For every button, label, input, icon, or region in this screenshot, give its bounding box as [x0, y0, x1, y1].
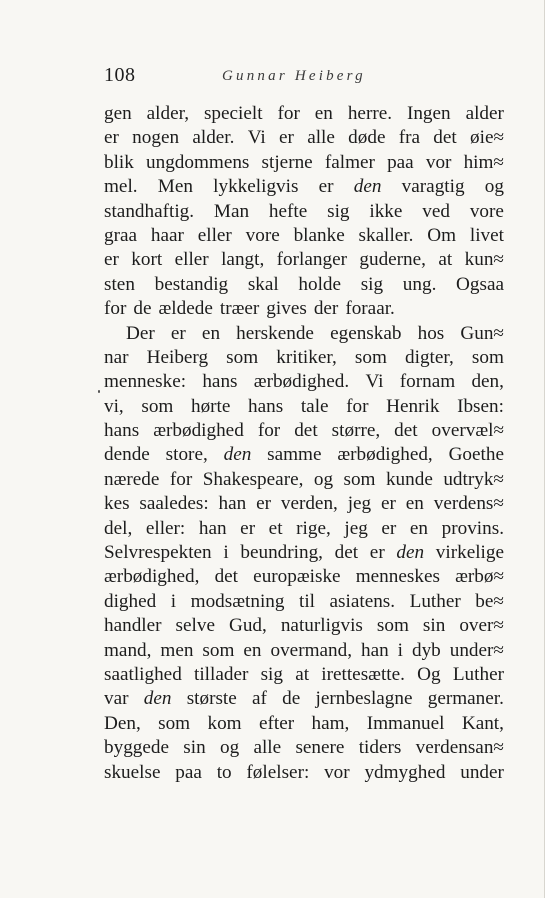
text-word: som	[343, 468, 376, 490]
text-word: som	[376, 615, 409, 637]
text-word: Man	[213, 200, 250, 222]
text-word: Henrik	[386, 395, 440, 417]
text-word: for	[346, 395, 369, 417]
text-word: en	[405, 493, 424, 515]
text-line	[104, 297, 504, 321]
text-word: dighed	[104, 590, 157, 612]
text-word: er	[240, 517, 256, 539]
text-word: paa	[387, 151, 414, 173]
text-word: der	[313, 298, 339, 320]
text-word: europæiske	[253, 566, 341, 588]
text-word: som	[158, 712, 191, 734]
text-word: senere	[295, 737, 345, 759]
text-word: er	[369, 542, 385, 564]
text-word: døde	[348, 127, 386, 149]
text-word: tale	[300, 395, 329, 417]
text-word: virkelige	[435, 542, 504, 564]
text-word: be≈	[475, 590, 504, 612]
text-word: en	[314, 103, 333, 124]
text-word: for	[257, 420, 281, 442]
text-word: vore	[245, 224, 280, 246]
text-word: et	[268, 517, 283, 539]
text-word: alder,	[146, 103, 190, 124]
text-word: ærbødighed	[153, 420, 244, 442]
text-word: stjerne	[261, 151, 313, 173]
text-word: del,	[104, 517, 133, 539]
text-word: det	[394, 420, 418, 442]
text-word: som	[226, 346, 259, 368]
text-word: store,	[165, 444, 208, 466]
text-line	[104, 590, 504, 614]
text-word: vore	[469, 200, 504, 222]
text-word: en	[201, 322, 221, 344]
text-word: saaledes:	[139, 493, 209, 515]
text-word: Immanuel	[366, 712, 445, 734]
text-word: kunde	[385, 468, 433, 490]
text-word: herre.	[347, 103, 393, 124]
text-word: det	[334, 542, 359, 564]
text-word: de	[282, 688, 301, 710]
text-word: under	[460, 761, 504, 783]
text-word: saatlighed	[104, 663, 182, 685]
text-word: vor	[324, 761, 350, 783]
text-line	[104, 541, 504, 565]
text-word: hans	[104, 420, 140, 442]
text-word: vor	[425, 151, 452, 173]
text-line	[104, 761, 504, 785]
text-word: verden,	[280, 493, 338, 515]
text-word: verdens≈	[433, 493, 504, 515]
text-word: til	[299, 590, 315, 612]
text-line	[104, 248, 504, 272]
text-word: kes	[104, 493, 130, 515]
text-word: Goethe	[448, 444, 504, 466]
text-word: Ingen	[406, 103, 451, 124]
text-line	[104, 346, 504, 370]
text-word: standhaftig.	[104, 200, 195, 222]
text-word: træer	[219, 298, 260, 320]
text-word: er	[104, 127, 119, 149]
text-word: udtryk≈	[443, 468, 504, 490]
text-word: ældede	[158, 298, 213, 320]
text-word: som	[354, 346, 387, 368]
text-word: nogen	[132, 127, 180, 149]
running-head: Gunnar Heiberg	[222, 68, 366, 84]
text-word: over≈	[459, 615, 504, 637]
ink-mark	[98, 390, 100, 393]
text-word: men	[160, 639, 194, 661]
text-word: mand,	[104, 639, 152, 661]
text-word: modsætning	[190, 590, 285, 612]
text-word: tillader	[194, 663, 249, 685]
text-word: sig	[327, 200, 350, 222]
text-word: er	[279, 127, 294, 149]
text-word: de	[133, 298, 152, 320]
text-word: er	[170, 322, 186, 344]
text-word: Heiberg	[146, 346, 209, 368]
text-word: gen	[104, 103, 132, 124]
text-word: ung.	[402, 273, 437, 295]
text-word: han	[360, 639, 389, 661]
text-word: alder.	[192, 127, 235, 149]
text-word: Gud,	[228, 615, 267, 637]
text-word: alle	[253, 737, 282, 759]
text-word: Gun≈	[460, 322, 504, 344]
text-word: kort	[131, 249, 163, 271]
text-line	[104, 492, 504, 516]
text-word: varagtig	[401, 176, 465, 198]
text-word: ærbødighed,	[337, 444, 433, 466]
text-word: rige,	[296, 517, 331, 539]
text-word: sin	[422, 615, 446, 637]
text-word: jernbeslagne	[315, 688, 413, 710]
text-word: sig	[260, 663, 283, 685]
text-word: overmand,	[270, 639, 353, 661]
text-word: Kant,	[461, 712, 504, 734]
text-word: him≈	[463, 151, 504, 173]
text-word: at	[438, 249, 453, 271]
text-word: i	[170, 590, 177, 612]
text-word: som	[202, 639, 235, 661]
page-header	[104, 64, 504, 90]
text-word: Og	[417, 663, 441, 685]
text-word: paa	[175, 761, 202, 783]
text-word: hans	[202, 371, 238, 393]
text-word: han	[218, 493, 247, 515]
text-word: kritiker,	[276, 346, 337, 368]
text-word: Ibsen:	[457, 395, 504, 417]
text-word: Selvrespekten	[104, 542, 212, 564]
text-word: menneskes	[355, 566, 440, 588]
page-number: 108	[104, 64, 136, 86]
text-word: samme	[267, 444, 322, 466]
text-line	[104, 200, 504, 224]
text-word: irettesætte.	[321, 663, 405, 685]
text-line	[104, 663, 504, 687]
text-word: den	[223, 444, 252, 466]
text-word: verdensan≈	[415, 737, 504, 759]
text-line	[104, 419, 504, 443]
text-word: germaner.	[427, 688, 504, 710]
text-word: fornam	[399, 371, 456, 393]
text-word: hefte	[268, 200, 308, 222]
text-word: overvæl≈	[431, 420, 504, 442]
text-word: naturligvis	[280, 615, 363, 637]
text-word: kun≈	[464, 249, 504, 271]
text-word: en	[243, 639, 262, 661]
text-word: under≈	[449, 639, 504, 661]
text-word: ham,	[311, 712, 350, 734]
text-word: er	[256, 493, 271, 515]
text-word: ikke	[369, 200, 403, 222]
text-word: nærede	[104, 468, 160, 490]
text-word: hans	[248, 395, 284, 417]
text-line	[104, 736, 504, 760]
text-word: blanke	[293, 224, 345, 246]
text-word: eller	[197, 224, 232, 246]
text-word: Der	[126, 322, 155, 344]
text-word: og	[484, 176, 504, 198]
text-word: følelser:	[246, 761, 310, 783]
text-word: Shakespeare,	[202, 468, 304, 490]
text-word: den	[143, 688, 172, 710]
text-word: Vi	[247, 127, 266, 149]
text-word: digter,	[405, 346, 454, 368]
text-word: var	[104, 688, 129, 710]
text-word: er	[104, 249, 119, 271]
text-word: sten	[104, 273, 135, 295]
text-word: øie≈	[470, 127, 504, 149]
text-word: den	[396, 542, 425, 564]
text-word: er	[381, 517, 397, 539]
text-line	[104, 395, 504, 419]
text-word: som	[141, 395, 174, 417]
text-word: mel.	[104, 176, 138, 198]
text-word: er	[318, 176, 334, 198]
text-word: byggede	[104, 737, 170, 759]
text-word: beundring,	[240, 542, 323, 564]
text-word: lykkeligvis	[213, 176, 299, 198]
text-word: han	[198, 517, 227, 539]
text-line	[104, 126, 504, 150]
text-word: Den,	[104, 712, 141, 734]
text-word: er	[381, 493, 396, 515]
text-word: bestandig	[154, 273, 229, 295]
text-word: dyb	[411, 639, 441, 661]
text-line	[104, 322, 504, 346]
text-word: tiders	[358, 737, 402, 759]
text-word: fra	[398, 127, 421, 149]
text-word: skaller.	[358, 224, 414, 246]
text-word: Vi	[365, 371, 384, 393]
text-word: gives	[266, 298, 307, 320]
text-word: sin	[183, 737, 206, 759]
text-word: ungdommens	[146, 151, 250, 173]
text-word: i	[397, 639, 404, 661]
text-line	[104, 224, 504, 248]
text-word: asiatens.	[329, 590, 396, 612]
text-line	[104, 639, 504, 663]
text-word: guderne,	[359, 249, 426, 271]
text-line	[104, 565, 504, 589]
text-word: for	[169, 468, 193, 490]
body-text	[104, 102, 504, 785]
text-line	[104, 175, 504, 199]
text-word: det	[294, 420, 318, 442]
text-word: hørte	[190, 395, 231, 417]
text-word: som	[471, 346, 504, 368]
text-word: største	[186, 688, 237, 710]
text-word: det	[214, 566, 239, 588]
text-word: ærbø≈	[455, 566, 504, 588]
text-word: i	[223, 542, 229, 564]
text-word: ærbødighed.	[253, 371, 350, 393]
text-word: Om	[427, 224, 457, 246]
text-line	[104, 614, 504, 638]
text-word: jeg	[347, 493, 372, 515]
text-word: Luther	[409, 590, 461, 612]
text-line	[104, 517, 504, 541]
text-word: sig	[360, 273, 384, 295]
text-word: haar	[150, 224, 184, 246]
text-word: holde	[298, 273, 342, 295]
text-word: provins.	[441, 517, 504, 539]
text-word: herskende	[236, 322, 314, 344]
text-word: større,	[331, 420, 381, 442]
text-line	[104, 443, 504, 467]
text-word: og	[313, 468, 334, 490]
text-word: dende	[104, 444, 150, 466]
text-word: alder	[465, 103, 504, 124]
text-word: jeg	[344, 517, 368, 539]
text-word: eller	[174, 249, 209, 271]
text-line	[104, 712, 504, 736]
text-word: to	[216, 761, 232, 783]
text-word: skal	[247, 273, 279, 295]
text-line	[104, 151, 504, 175]
text-word: det	[433, 127, 457, 149]
text-word: vi,	[104, 395, 124, 417]
text-word: eller:	[145, 517, 186, 539]
text-line	[104, 468, 504, 492]
text-word: graa	[104, 224, 138, 246]
text-word: skuelse	[104, 761, 161, 783]
text-word: for	[277, 103, 300, 124]
text-word: Luther	[452, 663, 504, 685]
text-word: en	[409, 517, 429, 539]
text-word: ærbødighed,	[104, 566, 200, 588]
text-word: forlanger	[276, 249, 347, 271]
text-line	[104, 102, 504, 126]
text-word: blik	[104, 151, 134, 173]
text-line	[104, 273, 504, 297]
text-word: foraar.	[345, 298, 395, 320]
text-word: hos	[417, 322, 445, 344]
text-word: at	[295, 663, 310, 685]
text-word: efter	[258, 712, 295, 734]
text-word: den,	[471, 371, 504, 393]
text-word: alle	[307, 127, 335, 149]
text-word: ved	[422, 200, 450, 222]
text-line	[104, 370, 504, 394]
text-word: og	[219, 737, 240, 759]
text-word: selve	[175, 615, 215, 637]
text-word: langt,	[221, 249, 265, 271]
text-word: specielt	[203, 103, 263, 124]
text-line	[104, 687, 504, 711]
text-word: for	[104, 298, 127, 320]
text-word: egenskab	[330, 322, 402, 344]
text-word: Ogsaa	[456, 273, 504, 295]
text-word: af	[252, 688, 267, 710]
text-word: Men	[157, 176, 193, 198]
text-word: kom	[207, 712, 242, 734]
text-word: den	[353, 176, 382, 198]
text-word: ydmyghed	[364, 761, 446, 783]
text-word: handler	[104, 615, 162, 637]
text-word: nar	[104, 346, 129, 368]
text-word: livet	[469, 224, 504, 246]
text-word: falmer	[324, 151, 375, 173]
text-word: menneske:	[104, 371, 187, 393]
